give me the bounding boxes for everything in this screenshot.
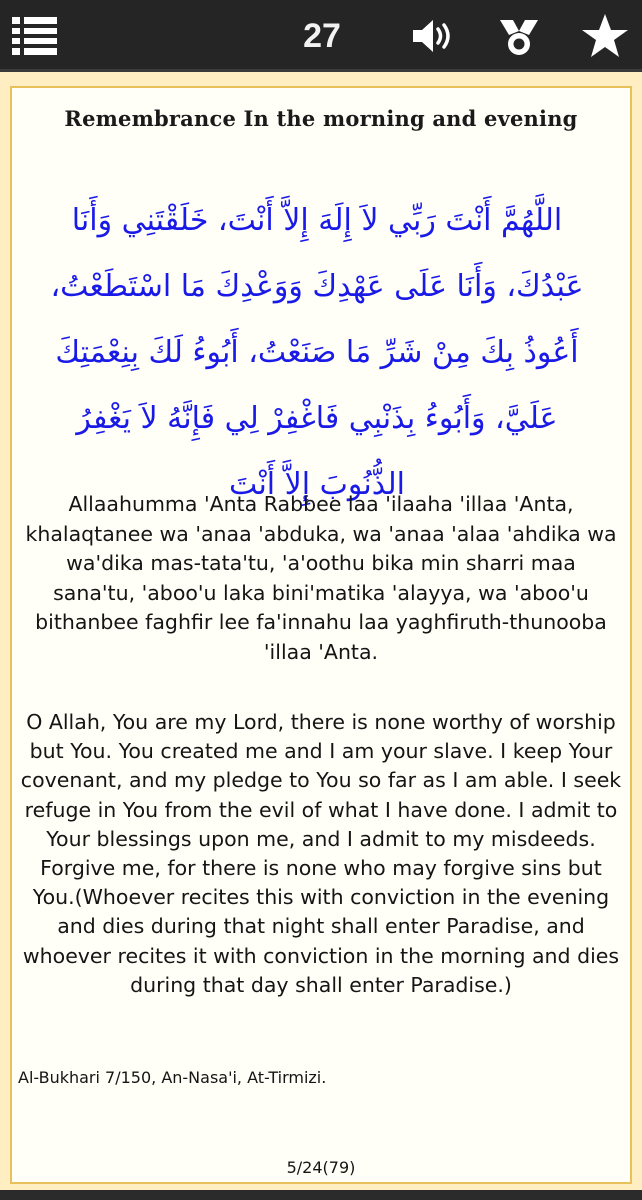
sound-button[interactable] (405, 0, 463, 72)
star-icon (580, 12, 630, 60)
hadith-reference: Al-Bukhari 7/150, An-Nasa'i, At-Tirmizi. (18, 1068, 327, 1087)
content-page (0, 72, 642, 1190)
top-toolbar (0, 0, 642, 72)
share-button[interactable] (490, 0, 548, 72)
favorite-button[interactable] (574, 0, 636, 72)
list-menu-icon (12, 15, 58, 57)
page-indicator: 5/24(79) (286, 1158, 356, 1177)
menu-button[interactable] (6, 0, 64, 72)
transliteration-text: Allaahumma 'Anta Rabbee laa 'ilaaha 'illaa 'Anta, khalaqtanee wa 'anaa 'abduka, wa 'anaa 'alaa 'ahdika wa wa'dika mas-tata'tu, 'a'oothu bika min sharri maa sana'tu, 'aboo'u laka bini'matika 'alayya, wa 'aboo'u bithanbee faghfir lee fa'innahu laa yaghfiruth-thunooba 'illaa 'Anta. (25, 492, 617, 664)
translation-text: O Allah, You are my Lord, there is none worthy of worship but You. You created me and I am your slave. I keep Your covenant, and my pledge to You so far as I am able. I seek refuge in You from the evil of what I have done. I admit to Your blessings upon me, and I admit to my misdeeds. Forgive me, for there is none who may forgive sins but You.(Whoever recites this with conviction in the evening and dies during that night shall enter Paradise, and whoever recites it with conviction in the morning and dies during that day shall enter Paradise.) (20, 710, 622, 997)
dhikr-counter[interactable]: 27 (303, 16, 341, 55)
share-icon (495, 14, 543, 58)
speaker-icon (409, 16, 459, 56)
arabic-text: اللَّهُمَّ أَنْتَ رَبِّي لاَ إِلَهَ إِلاَّ أَنْتَ، خَلَقْتَنِي وَأَنَا عَبْدُكَ، وَأَنَا عَلَى عَهْدِكَ وَوَعْدِكَ مَا اسْتَطَعْتُ، أَعُوذُ بِكَ مِنْ شَرِّ مَا صَنَعْتُ، أَبُوءُ لَكَ بِنِعْمَتِكَ عَلَيَّ، وَأَبُوءُ بِذَنْبِي فَاغْفِرْ لِي فَإِنَّهُ لاَ يَغْفِرُ الذُّنُوبَ إِلاَّ أَنْتَ (50, 203, 584, 502)
dhikr-title: Remembrance In the morning and evening (64, 106, 578, 131)
dhikr-card (10, 86, 632, 1184)
